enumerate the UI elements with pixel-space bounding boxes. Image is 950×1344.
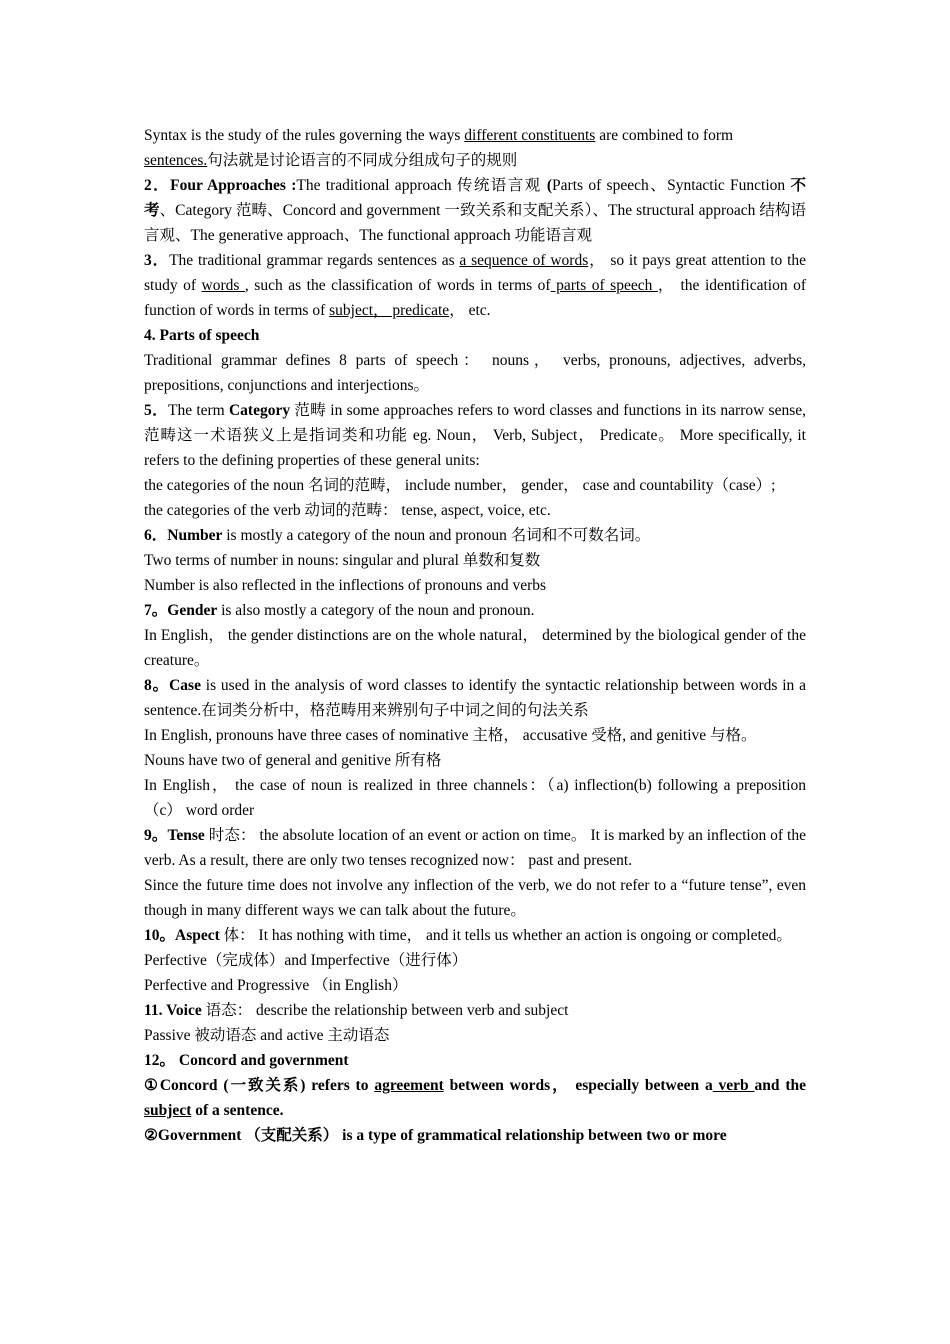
underlined-term: subject， predicate: [329, 302, 450, 319]
paragraph-tense-future: Since the future time does not involve any inflection of the verb, we do not refer to a “future tense”, even though in many different ways we can talk about the future。: [144, 877, 806, 919]
paragraph-category-verb: the categories of the verb 动词的范畴： tense, aspect, voice, etc.: [144, 502, 551, 519]
paragraph-case: 8。Case is used in the analysis of word classes to identify the syntactic relationship between words in a sentence.在词类分析中，格范畴用来辨别句子中词之间的句法关系: [144, 677, 806, 719]
paragraph-category-noun: the categories of the noun 名词的范畴， include number， gender， case and countability（case）;: [144, 477, 776, 494]
paragraph-concord: ①Concord (一致关系) refers to agreement between words， especially between a verb and the subject of a sentence.: [144, 1077, 806, 1119]
section-heading: Aspect: [175, 927, 220, 944]
underlined-term: agreement: [374, 1077, 444, 1094]
underlined-term: subject: [144, 1102, 192, 1119]
section-heading: Tense: [167, 827, 205, 844]
section-heading: Gender: [167, 602, 218, 619]
paragraph-concord-heading: [144, 1048, 806, 1073]
section-heading: Category: [228, 402, 291, 419]
document-page: [144, 123, 806, 1148]
paragraph-syntax-definition: Syntax is the study of the rules governing the ways different constituents are combined to form sentences.句法就是讨论语言的不同成分组成句子的规则: [144, 127, 734, 169]
paragraph-case-channels: In English， the case of noun is realized in three channels：（a) inflection(b) following a preposition（c） word order: [144, 777, 806, 819]
paragraph-traditional-grammar: 3．The traditional grammar regards sentences as a sequence of words， so it pays great attention to the study of words , such as the classification of words in terms of parts of speech ， the identification of function of words in terms of subject， predicate， etc.: [144, 252, 806, 319]
paragraph-aspect-perfective: Perfective（完成体）and Imperfective（进行体）: [144, 952, 468, 969]
underlined-term: parts of speech: [550, 277, 658, 294]
underlined-term: verb: [712, 1077, 755, 1094]
section-heading: 4. Parts of speech: [144, 327, 260, 344]
paragraph-number-terms: Two terms of number in nouns: singular and plural 单数和复数: [144, 552, 541, 569]
underlined-term: different constituents: [464, 127, 596, 144]
paragraph-number: 6．Number is mostly a category of the noun and pronoun 名词和不可数名词。: [144, 527, 651, 544]
paragraph-tense: 9。Tense 时态： the absolute location of an event or action on time。 It is marked by an inflection of the verb. As a result, there are only two tenses recognized now： past and present.: [144, 827, 806, 869]
section-heading: 11. Voice: [144, 1002, 202, 1019]
paragraph-gender-english: In English， the gender distinctions are on the whole natural， determined by the biological gender of the creature。: [144, 627, 806, 669]
paragraph-case-nouns: Nouns have two of general and genitive 所有格: [144, 752, 442, 769]
paragraph-case-pronouns: In English, pronouns have three cases of nominative 主格， accusative 受格, and genitive 与格。: [144, 727, 757, 744]
underlined-term: sentences.: [144, 152, 208, 169]
paragraph-four-approaches: 2．Four Approaches :The traditional approach 传统语言观 (Parts of speech、Syntactic Function 不考、Category 范畴、Concord and government 一致关系和支配关系）、The structural approach 结构语言观、The generative approach、The functional approach 功能语言观: [144, 177, 806, 244]
paragraph-parts-of-speech: 4. Parts of speech Traditional grammar defines 8 parts of speech： nouns， verbs, pronouns, adjectives, adverbs, prepositions, conjunctions and interjections。: [144, 323, 806, 398]
paragraph-voice-types: Passive 被动语态 and active 主动语态: [144, 1027, 390, 1044]
paragraph-category: 5．The term Category 范畴 in some approaches refers to word classes and functions in its narrow sense,范畴这一术语狭义上是指词类和功能 eg. Noun， Verb, Subject， Predicate。 More specifically, it refers to the defining properties of these general units:: [144, 402, 806, 469]
paragraph-aspect: 10。Aspect 体： It has nothing with time， and it tells us whether an action is ongoing or completed。: [144, 927, 792, 944]
paragraph-gender: 7。Gender is also mostly a category of the noun and pronoun.: [144, 602, 535, 619]
underlined-term: words: [201, 277, 245, 294]
section-heading: Case: [169, 677, 201, 694]
paragraph-voice: 11. Voice 语态： describe the relationship between verb and subject: [144, 1002, 569, 1019]
paragraph-aspect-english: Perfective and Progressive （in English）: [144, 977, 408, 994]
section-heading: Number: [167, 527, 223, 544]
section-heading: Four Approaches :: [170, 177, 297, 194]
section-heading: 12。 Concord and government: [144, 1052, 349, 1069]
underlined-term: a sequence of words: [459, 252, 589, 269]
paragraph-number-inflections: Number is also reflected in the inflections of pronouns and verbs: [144, 577, 547, 594]
paragraph-government: ②Government （支配关系） is a type of grammatical relationship between two or more: [144, 1127, 727, 1144]
